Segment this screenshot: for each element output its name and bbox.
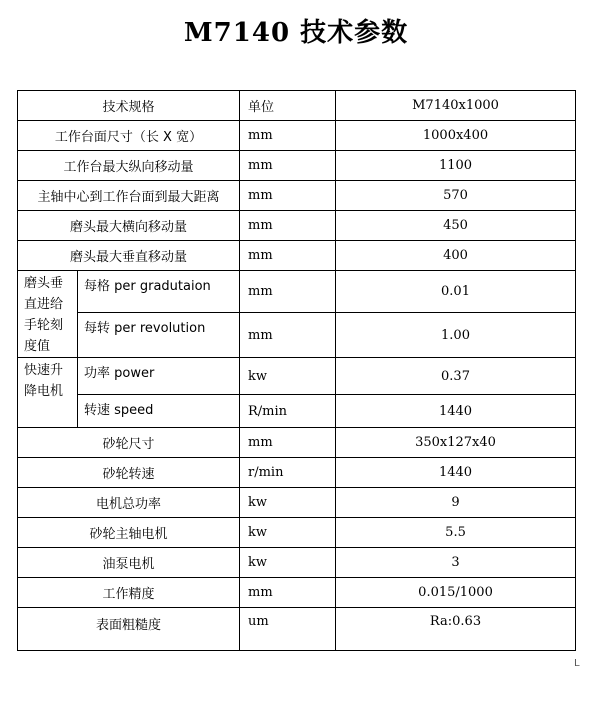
row-unit: um (240, 608, 336, 651)
row-name: 每格 per gradutaion (78, 271, 240, 313)
row-name: 每转 per revolution (78, 313, 240, 358)
row-value: 1100 (336, 151, 576, 181)
table-row (18, 395, 576, 428)
row-unit: kw (240, 548, 336, 578)
table-row (18, 458, 576, 488)
feed-group-label: 磨头垂直进给手轮刻度值 (18, 271, 78, 358)
row-value: 350x127x40 (336, 428, 576, 458)
row-unit: mm (240, 271, 336, 313)
motor-group-label: 快速升降电机 (18, 358, 78, 428)
row-name: 砂轮主轴电机 (18, 518, 240, 548)
corner-mark: L (574, 658, 580, 669)
row-value: 5.5 (336, 518, 576, 548)
table-row (18, 608, 576, 651)
row-name: 工作台面尺寸（长 X 宽） (18, 121, 240, 151)
row-value: 1.00 (336, 313, 576, 358)
row-name: 主轴中心到工作台面到最大距离 (18, 181, 240, 211)
row-value: 1440 (336, 395, 576, 428)
table-row (18, 488, 576, 518)
table-row (18, 578, 576, 608)
row-unit: mm (240, 428, 336, 458)
table-row (18, 121, 576, 151)
row-value: 1440 (336, 458, 576, 488)
row-name: 功率 power (78, 358, 240, 395)
page-title: M7140 技术参数 (183, 18, 409, 48)
row-value: 3 (336, 548, 576, 578)
table-row (18, 548, 576, 578)
row-unit: kw (240, 488, 336, 518)
row-name: 油泵电机 (18, 548, 240, 578)
row-unit: kw (240, 518, 336, 548)
row-name: 电机总功率 (18, 488, 240, 518)
row-unit: r/min (240, 458, 336, 488)
header-value: M7140x1000 (336, 91, 576, 121)
row-name: 转速 speed (78, 395, 240, 428)
row-name: 工作台最大纵向移动量 (18, 151, 240, 181)
row-value: 0.01 (336, 271, 576, 313)
table-row (18, 241, 576, 271)
header-unit: 单位 (240, 91, 336, 121)
row-name: 砂轮转速 (18, 458, 240, 488)
row-unit: kw (240, 358, 336, 395)
row-value: 1000x400 (336, 121, 576, 151)
row-value: 0.37 (336, 358, 576, 395)
spec-table (17, 90, 576, 651)
row-name: 表面粗糙度 (18, 608, 240, 651)
table-row (18, 151, 576, 181)
row-name: 工作精度 (18, 578, 240, 608)
header-name: 技术规格 (18, 91, 240, 121)
table-row (18, 313, 576, 358)
row-unit: mm (240, 181, 336, 211)
table-row (18, 211, 576, 241)
row-value: 450 (336, 211, 576, 241)
row-value: Ra:0.63 (336, 608, 576, 651)
row-value: 570 (336, 181, 576, 211)
row-value: 400 (336, 241, 576, 271)
row-name: 磨头最大垂直移动量 (18, 241, 240, 271)
table-row (18, 181, 576, 211)
table-row (18, 518, 576, 548)
row-unit: mm (240, 578, 336, 608)
table-header-row (18, 91, 576, 121)
row-value: 9 (336, 488, 576, 518)
table-row (18, 358, 576, 395)
row-unit: mm (240, 121, 336, 151)
row-unit: mm (240, 211, 336, 241)
row-unit: R/min (240, 395, 336, 428)
table-row (18, 271, 576, 313)
row-unit: mm (240, 241, 336, 271)
row-unit: mm (240, 151, 336, 181)
row-name: 砂轮尺寸 (18, 428, 240, 458)
table-row (18, 428, 576, 458)
row-name: 磨头最大横向移动量 (18, 211, 240, 241)
row-value: 0.015/1000 (336, 578, 576, 608)
row-unit: mm (240, 313, 336, 358)
